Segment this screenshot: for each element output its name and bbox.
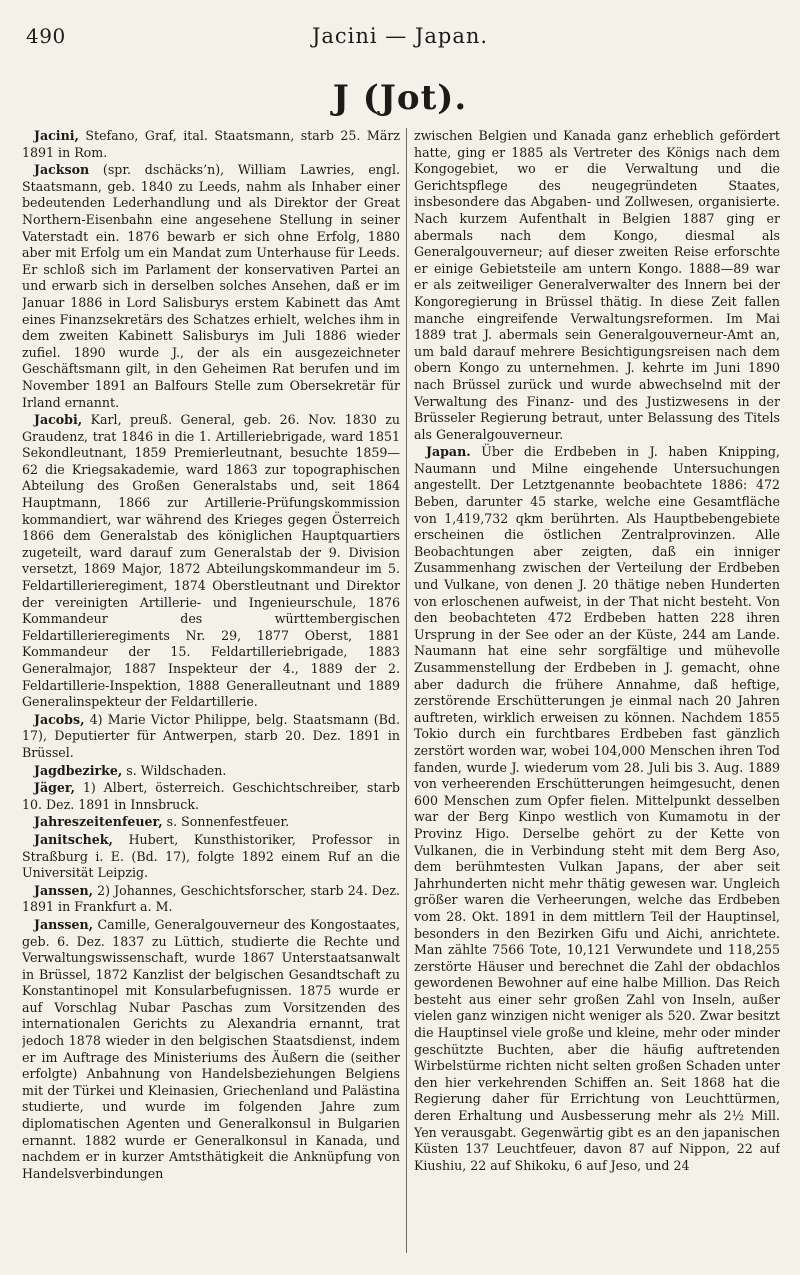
entry-text: Karl, preuß. General, geb. 26. Nov. 1830 zu Graudenz, trat 1846 in die 1. Artilleriebrigade, ward 1851 Sekondleutnant, 1859 Premierleutnant, besuchte 1859—62 die Kriegsakademie, ward 1863 zur topographischen Abteilung des Großen Generalstabs und, seit 1864 Hauptmann, 1866 zur Artillerie-Prüfungskommission kommandiert, war während des Krieges gegen Österreich 1866 dem Generalstab des königlichen Hauptquartiers zugeteilt, ward darauf zum Generalstab der 9. Division versetzt, 1869 Major, 1872 Abteilungskommandeur im 5. Feldartillerieregiment, 1874 Oberstleutnant und Direktor der vereinigten Artillerie- und Ingenieurschule, 1876 Kommandeur des württembergischen Feldartillerieregiments Nr. 29, 1877 Oberst, 1881 Kommandeur der 15. Feldartilleriebrigade, 1883 Generalmajor, 1887 Inspekteur der 4., 1889 der 2. Feldartillerie-Inspektion, 1888 Generalleutnant und 1889 Generalinspekteur der Feldartillerie. bbox=[22, 412, 400, 710]
entry-janssen-johannes bbox=[22, 883, 400, 916]
right-column bbox=[414, 128, 780, 1263]
entry-text: 1) Albert, österreich. Geschichtschreiber, starb 10. Dez. 1891 in Innsbruck. bbox=[22, 780, 400, 812]
entry-jaeger bbox=[22, 780, 400, 813]
entry-jagdbezirke bbox=[22, 763, 400, 780]
entry-text: s. Sonnenfestfeuer. bbox=[162, 814, 290, 830]
running-head bbox=[0, 22, 800, 50]
entry-text: Stefano, Graf, ital. Staatsmann, starb 25. März 1891 in Rom. bbox=[22, 128, 400, 160]
entry-lemma: Janssen, bbox=[34, 882, 94, 898]
entry-janssen-camille-continued bbox=[414, 128, 780, 443]
entry-lemma: Janitschek, bbox=[34, 831, 113, 847]
entry-lemma: Jahreszeitenfeuer, bbox=[34, 814, 163, 830]
entry-jacini bbox=[22, 128, 400, 161]
entry-jahreszeitenfeuer bbox=[22, 814, 400, 831]
entry-jacobs bbox=[22, 712, 400, 762]
entry-lemma: Japan. bbox=[426, 444, 471, 460]
running-title: Jacini — Japan. bbox=[311, 24, 489, 48]
entry-janitschek bbox=[22, 832, 400, 882]
entry-text: 4) Marie Victor Philippe, belg. Staatsmann (Bd. 17), Deputierter für Antwerpen, starb 20. Dez. 1891 in Brüssel. bbox=[22, 711, 400, 760]
section-letter-heading: J (Jot). bbox=[332, 78, 468, 118]
entry-text: Über die Erdbeben in J. haben Knipping, Naumann und Milne eingehende Untersuchungen angestellt. Der Letztgenannte beobachtete 1886: 472 Beben, darunter 45 starke, welche eine Gesamtfläche von 1,419,732 qkm berührten. Als Hauptbebengebiete erscheinen die östlichen Zentralprovinzen. Alle Beobachtungen aber zeigten, daß ein inniger Zusammenhang zwischen der Verteilung der Erdbeben und Vulkane, von denen J. 20 thätige neben Hunderten von erloschenen aufweist, in der That nicht besteht. Von den beobachteten 472 Erdbeben hatten 228 ihren Ursprung in der See oder an der Küste, 244 am Lande. Naumann hat eine sehr sorgfältige und mühevolle Zusammenstellung der Erdbeben in J. gemacht, ohne aber dadurch die frühere Annahme, daß heftige, zerstörende Erschütterungen je einmal nach 20 Jahren auftreten, wirklich erweisen zu können. Nachdem 1855 Tokio durch ein furchtbares Erdbeben fast gänzlich zerstört worden war, wobei 104,000 Menschen ihren Tod fanden, wurde J. wiederum vom 28. Juli bis 3. Aug. 1889 von verheerenden Erschütterungen heimgesucht, denen 600 Menschen zum Opfer fielen. Mittelpunkt desselben war der Berg Kinpo westlich von Kumamotu in der Provinz Higo. Derselbe gehört zu der Kette von Vulkanen, die in Verbindung steht mit dem Berg Aso, dem berühmtesten Vulkan Japans, der aber seit Jahrhunderten nicht mehr thätig gewesen war. Ungleich größer waren die Verheerungen, welche das Erdbeben vom 28. Okt. 1891 in dem mittlern Teil der Hauptinsel, besonders in den Bezirken Gifu und Aichi, anrichtete. Man zählte 7566 Tote, 10,121 Verwundete und 118,255 zerstörte Häuser und berechnet die Zahl der obdachlos gewordenen Bewohner auf eine halbe Million. Das Reich besteht aus einer sehr großen Zahl von Inseln, außer vielen ganz winzigen nicht weniger als 520. Zwar besitzt die Hauptinsel viele große und kleine, mehr oder minder geschützte Buchten, aber die häufig auftretenden Wirbelstürme richten nicht selten großen Schaden unter den hier verkehrenden Schiffen an. Seit 1868 hat die Regierung daher für Errichtung von Leuchttürmen, deren Erhaltung und Ausbesserung mehr als 2½ Mill. Yen verausgabt. Gegenwärtig gibt es an den japanischen Küsten 137 Leuchtfeuer, davon 87 auf Nippon, 22 auf Kiushiu, 22 auf Shikoku, 6 auf Jeso, und 24 bbox=[414, 444, 780, 1173]
entry-lemma: Jacobi, bbox=[34, 412, 83, 428]
entry-lemma: Janssen, bbox=[34, 916, 94, 932]
entry-japan bbox=[414, 444, 780, 1174]
entry-text: 2) Johannes, Geschichtsforscher, starb 24. Dez. 1891 in Frankfurt a. M. bbox=[22, 882, 400, 915]
left-column bbox=[22, 128, 400, 1263]
page-number: 490 bbox=[26, 24, 66, 48]
entry-text: (spr. dschäcks’n), William Lawries, engl. Staatsmann, geb. 1840 zu Leeds, nahm als Inhaber einer bedeutenden Lederhandlung und als Direktor der Great Northern-Eisenbahn eine angesehene Stellung in seiner Vaterstadt ein. 1876 bewarb er sich ohne Erfolg, 1880 aber mit Erfolg um ein Mandat zum Unterhause für Leeds. Er schloß sich im Parlament der konservativen Partei an und erwarb sich in derselben solches Ansehen, daß er im Januar 1886 in Lord Salisburys erstem Kabinett das Amt eines Finanzsekretärs des Schatzes erhielt, welches ihm in dem zweiten Kabinett Salisburys im Juli 1886 wieder zufiel. 1890 wurde J., der als ein ausgezeichneter Geschäftsmann gilt, in den Geheimen Rat berufen und im November 1891 an Balfours Stelle zum Obersekretär für Irland ernannt. bbox=[22, 162, 400, 410]
entry-lemma: Jagdbezirke, bbox=[34, 762, 123, 778]
entry-lemma: Jackson bbox=[34, 162, 90, 178]
entry-jackson bbox=[22, 162, 400, 411]
entry-text: s. Wildschaden. bbox=[122, 762, 227, 778]
entry-text: Camille, Generalgouverneur des Kongostaates, geb. 6. Dez. 1837 zu Lüttich, studierte die Rechte und Verwaltungswissenschaft, wurde 1867 Unterstaatsanwalt in Brüssel, 1872 Kanzlist der belgischen Gesandtschaft zu Konstantinopel mit Konsularbefugnissen. 1875 wurde er auf Vorschlag Nubar Paschas zum Vorsitzenden des internationalen Gerichts zu Alexandria ernannt, trat jedoch 1878 wieder in den belgischen Staatsdienst, indem er im Auftrage des Ministeriums des Äußern die (seither erfolgte) Anbahnung von Handelsbeziehungen Belgiens mit der Türkei und Kleinasien, Griechenland und Palästina studierte, und wurde im folgenden Jahre zum diplomatischen Agenten und Generalkonsul in Bulgarien ernannt. 1882 wurde er Generalkonsul in Kanada, und nachdem er in kurzer Amtsthätigkeit die Anknüpfung von Handelsverbindungen bbox=[22, 916, 400, 1181]
entry-janssen-camille bbox=[22, 917, 400, 1183]
entry-jacobi bbox=[22, 412, 400, 711]
entry-lemma: Jäger, bbox=[34, 780, 76, 796]
entry-text: zwischen Belgien und Kanada ganz erheblich gefördert hatte, ging er 1885 als Vertreter des Königs nach dem Kongogebiet, wo er die Verwaltung und die Gerichtspflege des neugegründeten Staates, insbesondere das Abgaben- und Zollwesen, organisierte. Nach kurzem Aufenthalt in Belgien 1887 ging er abermals nach dem Kongo, diesmal als Generalgouverneur; auf dieser zweiten Reise erforschte er einige Gebietsteile am untern Kongo. 1888—89 war er als zeitweiliger Generalverwalter des Innern bei der Kongoregierung in Brüssel thätig. In diese Zeit fallen manche eingreifende Verwaltungsreformen. Im Mai 1889 trat J. abermals sein Generalgouverneur-Amt an, um bald darauf mehrere Besichtigungsreisen nach dem obern Kongo zu unternehmen. J. kehrte im Juni 1890 nach Brüssel zurück und wurde abwechselnd mit der Verwaltung des Finanz- und des Justizwesens in der Brüsseler Regierung betraut, unter Belassung des Titels als Generalgouverneur. bbox=[414, 128, 780, 442]
entry-text: Hubert, Kunsthistoriker, Professor in Straßburg i. E. (Bd. 17), folgte 1892 einem Ruf an die Universität Leipzig. bbox=[22, 831, 400, 881]
column-divider bbox=[406, 128, 407, 1253]
entry-lemma: Jacobs, bbox=[34, 711, 85, 727]
entry-lemma: Jacini, bbox=[34, 128, 79, 143]
